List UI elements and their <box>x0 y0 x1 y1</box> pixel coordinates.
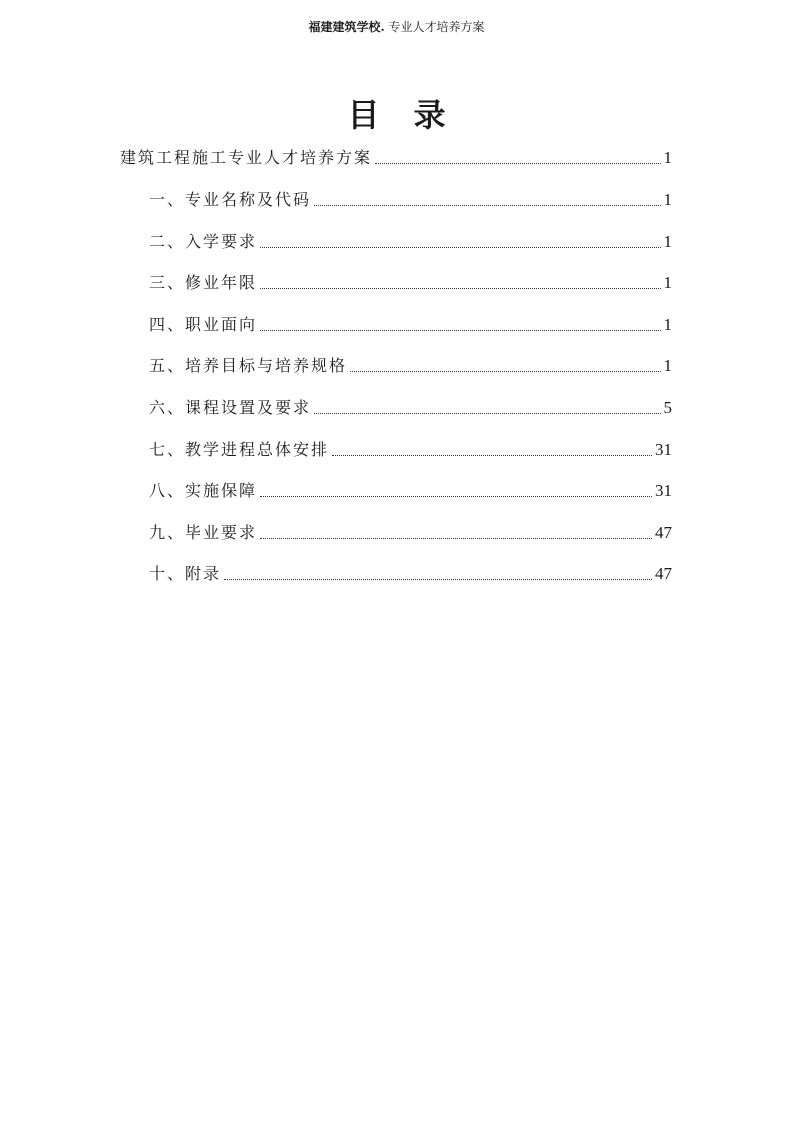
toc-page-number: 1 <box>663 315 672 334</box>
toc-entry[interactable] <box>149 394 672 420</box>
toc-page-number: 47 <box>655 564 672 583</box>
toc-page-number: 1 <box>663 356 672 375</box>
toc-entry[interactable] <box>149 560 672 586</box>
toc-page-number: 47 <box>655 523 672 542</box>
toc-page-number: 1 <box>663 232 672 251</box>
toc-leader <box>314 413 660 414</box>
header-school-name: 福建建筑学校. <box>308 20 385 34</box>
toc-page-number: 1 <box>663 148 672 167</box>
toc-entry-text: 八、实施保障 <box>149 481 258 500</box>
toc-entry[interactable] <box>120 144 672 170</box>
toc-page-number: 1 <box>663 273 672 292</box>
toc-leader <box>260 496 652 497</box>
toc-leader <box>260 330 660 331</box>
toc-page-number: 31 <box>655 481 672 500</box>
toc-entry-text: 三、修业年限 <box>149 273 258 292</box>
toc-leader <box>260 247 660 248</box>
toc-page-number: 5 <box>663 398 672 417</box>
toc-entry-text: 一、专业名称及代码 <box>149 190 312 209</box>
toc-entry[interactable] <box>149 436 672 462</box>
toc-leader <box>260 288 660 289</box>
toc-entry-text: 六、课程设置及要求 <box>149 398 312 417</box>
toc-entry-text: 九、毕业要求 <box>149 523 258 542</box>
toc-title-right: 录 <box>413 96 446 134</box>
toc-entry-text: 二、入学要求 <box>149 232 258 251</box>
toc-entry[interactable] <box>149 477 672 503</box>
toc-entry-text: 十、附录 <box>149 564 222 583</box>
toc-entry-text: 七、教学进程总体安排 <box>149 440 330 459</box>
toc-entry[interactable] <box>149 311 672 337</box>
toc-page-number: 1 <box>663 190 672 209</box>
toc-entry[interactable] <box>149 228 672 254</box>
toc-page-number: 31 <box>655 440 672 459</box>
toc-leader <box>350 371 660 372</box>
toc-title-left: 目 <box>347 96 380 134</box>
header-document-title: 专业人才培养方案 <box>388 20 485 34</box>
toc-leader <box>332 455 652 456</box>
toc-entry[interactable] <box>149 352 672 378</box>
toc-leader <box>314 205 660 206</box>
toc-leader <box>260 538 652 539</box>
toc-entry-text: 四、职业面向 <box>149 315 258 334</box>
toc-entry-text: 建筑工程施工专业人才培养方案 <box>120 148 373 167</box>
toc-entry-text: 五、培养目标与培养规格 <box>149 356 348 375</box>
toc-entry[interactable] <box>149 186 672 212</box>
toc-leader <box>224 579 652 580</box>
toc-entry[interactable] <box>149 269 672 295</box>
toc-leader <box>375 163 660 164</box>
toc-entry[interactable] <box>149 519 672 545</box>
